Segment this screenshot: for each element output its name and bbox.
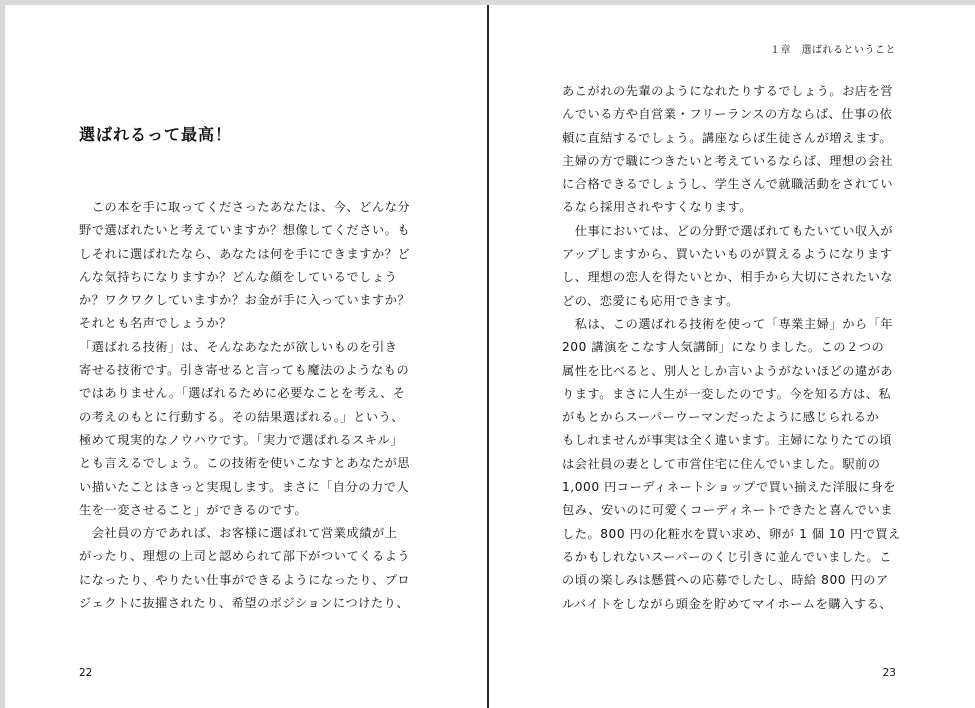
text-line: 野で選ばれたいと考えていますか？想像してください。も xyxy=(79,223,411,238)
text-line: 1,000 円コーディネートショップで買い揃えた洋服に身を xyxy=(562,480,897,495)
text-line: 包み、安いのに可愛くコーディネートできたと喜んでいま xyxy=(562,503,893,518)
text-line: がもとからスーパーウーマンだったように感じられるか xyxy=(562,410,880,425)
text-line: になったり、やりたい仕事ができるようになったり、プロ xyxy=(79,572,411,587)
text-line: それとも名声でしょうか？ xyxy=(79,316,232,331)
text-line: 生を一変させること」ができるのです。 xyxy=(79,502,308,517)
text-line: がったり、理想の上司と認められて部下がついてくるよう xyxy=(79,549,411,564)
text-line: 会社員の方であれば、お客様に選ばれて営業成績が上 xyxy=(79,526,398,541)
text-line: し、理想の恋人を得たいとか、相手から大切にされたいな xyxy=(562,270,894,285)
text-line: 極めて現実的なノウハウです。「実力で選ばれるスキル」 xyxy=(79,432,403,447)
text-line: は会社員の妻として市営住宅に住んでいました。駅前の xyxy=(562,456,881,471)
text-line: もしれませんが事実は全く違います。主婦になりたての頃 xyxy=(562,433,893,448)
text-line: した。800 円の化粧水を買い求め、卵が 1 個 10 円で買え xyxy=(562,526,901,541)
text-line: とも言えるでしょう。この技術を使いこなすとあなたが思 xyxy=(79,456,411,471)
text-line: 200 講演をこなす人気講師」になりました。この２つの xyxy=(562,340,885,355)
text-line: の頃の楽しみは懸賞への応募でしたし、時給 800 円のア xyxy=(562,573,889,588)
right-body-text xyxy=(562,80,901,616)
text-line: ります。まさに人生が一変したのです。今を知る方は、私 xyxy=(562,386,892,401)
text-line: ルバイトをしながら頭金を貯めてマイホームを購入する、 xyxy=(562,596,893,611)
text-line: るなら採用されやすくなります。 xyxy=(562,200,753,215)
text-line: ジェクトに抜擢されたり、希望のポジションにつけたり、 xyxy=(79,596,410,611)
text-line: ではありません。「選ばれるために必要なことを考え、そ xyxy=(79,386,406,401)
text-line: 私は、この選ばれる技術を使って「専業主婦」から「年 xyxy=(562,316,894,331)
text-line: 属性を比べると、別人としか言いようがないほどの違があ xyxy=(562,363,894,378)
left-body-text xyxy=(79,196,410,615)
text-line: んな気持ちになりますか？どんな顔をしているでしょう xyxy=(79,269,398,284)
text-line: るかもしれないスーパーのくじ引きに並んでいました。こ xyxy=(562,549,892,564)
text-line: この本を手に取ってくださったあなたは、今、どんな分 xyxy=(79,200,411,214)
text-line: あこがれの先輩のようになれたりするでしょう。お店を営 xyxy=(562,84,894,98)
text-line: 主婦の方で職につきたいと考えているならば、理想の会社 xyxy=(562,153,893,168)
text-line: アップしますから、買いたいものが買えるようになります xyxy=(562,247,893,262)
page-number-left: 22 xyxy=(79,667,93,679)
left-page xyxy=(5,5,487,708)
text-line: に合格できるでしょうし、学生さんで就職活動をされてい xyxy=(562,177,894,192)
text-line: どの、恋愛にも応用できます。 xyxy=(562,293,739,308)
text-line: 「選ばれる技術」は、そんなあなたが欲しいものを引き xyxy=(79,339,398,354)
text-line: の考えのもとに行動する。その結果選ばれる。」という、 xyxy=(79,409,405,424)
text-line: 仕事においては、どの分野で選ばれてもたいてい収入が xyxy=(562,223,894,238)
page-number-right: 23 xyxy=(882,667,896,679)
running-head: １章 選ばれるということ xyxy=(770,45,896,56)
text-line: 頼に直結するでしょう。講座ならば生徒さんが増えます。 xyxy=(562,130,893,145)
text-line: しそれに選ばれたなら、あなたは何を手にできますか？ど xyxy=(79,246,411,261)
text-line: んでいる方や自営業・フリーランスの方ならば、仕事の依 xyxy=(562,107,893,122)
right-page xyxy=(489,5,975,708)
text-line: か？ワクワクしていますか？お金が手に入っていますか？ xyxy=(79,293,411,308)
chapter-title: 選ばれるって最高！ xyxy=(79,125,233,144)
text-line: 寄せる技術です。引き寄せると言っても魔法のようなもの xyxy=(79,363,410,378)
text-line: い描いたことはきっと実現します。まさに「自分の力で人 xyxy=(79,479,410,494)
